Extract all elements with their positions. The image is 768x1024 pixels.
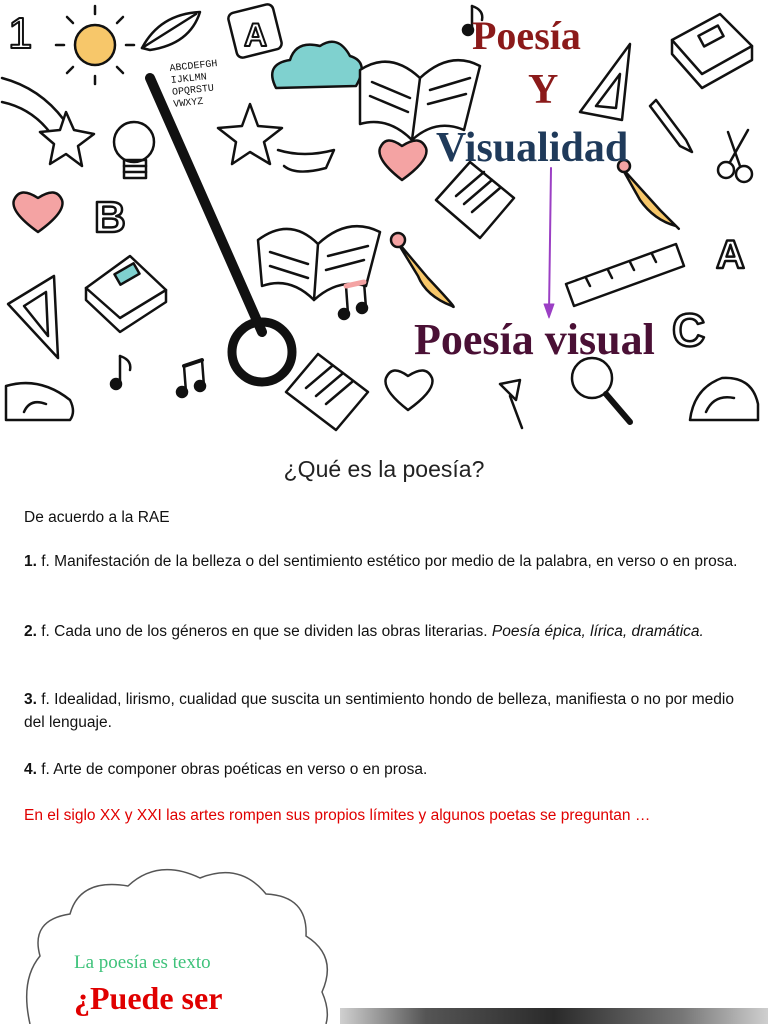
definition-3 [24, 688, 754, 734]
pencil-icon [650, 100, 692, 152]
cloud-icon [272, 42, 362, 88]
pushpin-icon [500, 380, 522, 428]
definition-number: 4. [24, 761, 37, 778]
letter-b-icon [94, 193, 126, 242]
definition-text: f. Manifestación de la belleza o del sentimiento estético por medio de la palabra, en verso o en prosa. [36, 553, 738, 570]
cloud-text-line1: La poesía es texto [74, 952, 211, 973]
leaf-icon [142, 12, 200, 50]
set-square-icon [580, 44, 630, 120]
svg-text:VWXYZ: VWXYZ [172, 96, 204, 111]
cloud-text-line2: ¿Puede ser [74, 980, 223, 1016]
highlight-paragraph: En el siglo XX y XXI las artes rompen sus propios límites y algunos poetas se preguntan … [24, 807, 651, 824]
svg-text:B: B [94, 193, 126, 242]
scissors-icon [718, 130, 752, 182]
definition-examples: Poesía épica, lírica, dramática. [491, 623, 704, 640]
definition-number: 2. [24, 623, 37, 640]
svg-text:C: C [672, 304, 706, 356]
definition-number: 3. [24, 691, 37, 708]
set-square-icon [8, 276, 58, 358]
svg-text:OPQRSTU: OPQRSTU [171, 83, 215, 99]
definition-4 [24, 758, 754, 781]
svg-text:A: A [244, 17, 268, 53]
intro-paragraph: De acuerdo a la RAE [24, 509, 170, 526]
photo-strip [340, 1008, 768, 1024]
letter-a-icon [227, 3, 283, 59]
definition-number: 1. [24, 553, 37, 570]
star-icon [218, 104, 334, 172]
one-icon [8, 9, 32, 58]
sun-icon [56, 6, 134, 84]
definition-2 [24, 620, 754, 643]
shooting-star-icon [2, 78, 94, 166]
title-visualidad: Visualidad [436, 125, 629, 171]
alphabet-sign-icon [150, 59, 292, 382]
magnifier-icon [572, 358, 630, 422]
definition-text: f. Arte de componer obras poéticas en verso o en prosa. [36, 761, 428, 778]
letter-c-icon [672, 304, 705, 356]
definition-text: f. Cada uno de los géneros en que se dividen las obras literarias. [36, 623, 492, 640]
ruler-icon [566, 244, 684, 306]
closed-book-icon [86, 256, 166, 332]
arrow-icon [544, 168, 554, 318]
svg-text:IJKLMN: IJKLMN [170, 72, 208, 87]
title-poesia: Poesía [472, 13, 581, 58]
lightbulb-icon [114, 122, 154, 178]
subtitle-poesia-visual: Poesía visual [414, 315, 655, 364]
letter-a-icon [716, 233, 745, 277]
title-y: Y [528, 67, 559, 113]
section-question: ¿Qué es la poesía? [283, 456, 485, 482]
doodle-header-illustration [0, 0, 768, 440]
svg-text:ABCDEFGH: ABCDEFGH [169, 59, 219, 76]
definition-text: f. Idealidad, lirismo, cualidad que suscita un sentimiento hondo de belleza, manifiesta o no por medio del lenguaje. [24, 691, 734, 731]
svg-text:A: A [716, 233, 745, 277]
svg-text:1: 1 [8, 9, 33, 58]
definition-1 [24, 550, 754, 573]
closed-book-icon [672, 14, 752, 88]
open-book-icon [258, 226, 380, 300]
